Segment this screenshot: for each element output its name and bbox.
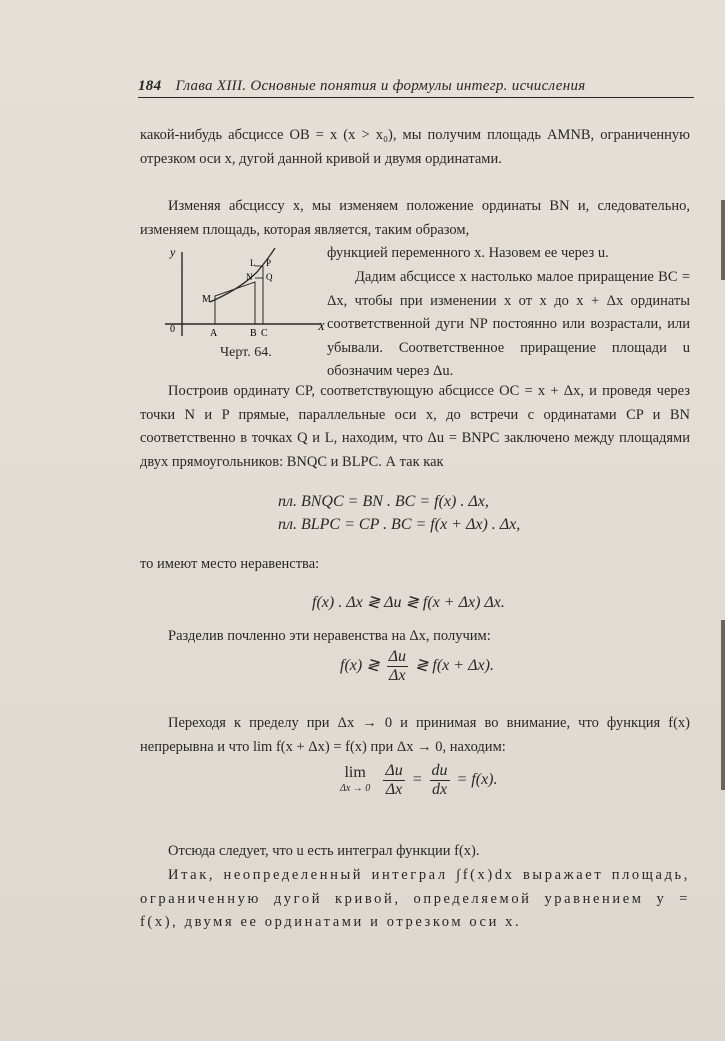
label-c: C	[261, 328, 268, 339]
eq5-fraction-2	[430, 762, 450, 799]
paragraph-8: Отсюда следует, что u есть интеграл функции f(x).	[168, 843, 480, 859]
label-m: M	[202, 294, 211, 305]
eq5-right: = f(x).	[456, 771, 498, 789]
equation-divided	[340, 648, 494, 685]
label-o: 0	[170, 324, 175, 335]
label-x: X	[318, 321, 325, 333]
label-l: L	[250, 258, 256, 268]
label-p: P	[266, 258, 272, 268]
figure-caption: Черт. 64.	[220, 345, 272, 360]
label-y: y	[170, 245, 176, 259]
paragraph-5: то имеют место неравенства:	[140, 556, 320, 572]
page-edge-shadow	[721, 200, 725, 280]
eq5-denominator-2: dx	[431, 781, 448, 798]
label-b: B	[250, 328, 257, 339]
equation-area-blpc: пл. BLPC = CP . BC = f(x + Δx) . Δx,	[278, 516, 521, 533]
eq4-fraction	[387, 648, 408, 685]
eq5-fraction-1	[383, 762, 404, 799]
area-outline	[215, 282, 255, 324]
eq5-equals: =	[411, 771, 423, 789]
page-number: 184	[138, 78, 162, 94]
label-a: A	[210, 328, 218, 339]
paragraph-3: Дадим абсциссе x настолько малое приращение BC = Δx, чтобы при изменении x от x до x + Δx ординаты соответственной дуги NP постоянно или возрастали, или убывали. Соответственное приращение площади u обозначим через Δu.	[327, 269, 690, 380]
equation-limit	[340, 762, 498, 799]
running-header	[138, 78, 694, 98]
eq5-denominator-1: Δx	[385, 781, 403, 798]
equation-area-bnqc: пл. BNQC = BN . BC = f(x) . Δx,	[278, 493, 489, 510]
lim-subscript: Δx → 0	[340, 782, 371, 794]
paragraph-2-tail: функцией переменного x. Назовем ее через u.	[327, 245, 609, 261]
lim-operator	[340, 765, 370, 797]
paragraph-1: какой-нибудь абсциссе OB = x (x > x₀), мы получим площадь AMNB, ограниченную отрезком оси x, дугой данной кривой и двумя ординатами.	[140, 127, 690, 167]
eq4-denominator: Δx	[389, 667, 406, 684]
label-n: N	[246, 272, 253, 282]
eq5-numerator-1: Δu	[385, 762, 403, 779]
eq5-numerator-2: du	[431, 762, 448, 779]
label-q: Q	[266, 272, 273, 282]
paragraph-4: Построив ординату CP, соответствующую абсциссе OC = x + Δx, и проведя через точки N и P прямые, параллельные оси x, до встречи с ординатами CP и BN соответственно в точках Q и L, находим, что Δu = BNPC заключено между площадями двух прямоугольников: BNQC и BLPC. А так как	[140, 383, 690, 470]
paragraph-2: Изменяя абсциссу x, мы изменяем положение ординаты BN и, следовательно, изменяем площадь, которая является, таким образом,	[140, 198, 690, 238]
paragraph-6: Разделив почленно эти неравенства на Δx, получим:	[168, 628, 491, 644]
paragraph-7: Переходя к пределу при Δx → 0 и принимая во внимание, что функция f(x) непрерывна и что lim f(x + Δx) = f(x) при Δx → 0, находим:	[140, 715, 690, 755]
eq4-numerator: Δu	[388, 648, 406, 665]
eq4-left: f(x) ≷	[340, 657, 380, 675]
eq4-right: ≷ f(x + Δx).	[415, 657, 494, 675]
lim-word: lim	[344, 763, 366, 781]
page-edge-shadow-lower	[721, 620, 725, 790]
paragraph-9: Итак, неопределенный интеграл ∫f(x)dx выражает площадь, ограниченную дугой кривой, определяемой уравнением y = f(x), двумя ее ординатами и отрезком оси x.	[140, 867, 690, 931]
chapter-title: Глава XIII. Основные понятия и формулы интегр. исчисления	[175, 78, 586, 94]
equation-inequality: f(x) . Δx ≷ Δu ≷ f(x + Δx) Δx.	[312, 594, 505, 611]
